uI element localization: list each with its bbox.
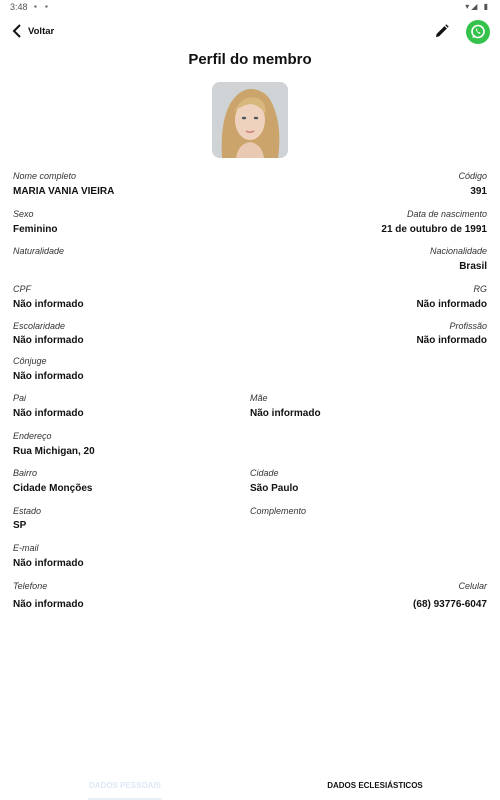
label-naturalidade: Naturalidade: [13, 246, 65, 256]
label-bairro: Bairro: [13, 468, 38, 478]
value-sexo: Feminino: [13, 224, 58, 235]
pencil-icon[interactable]: [434, 23, 450, 39]
label-email: E-mail: [13, 543, 39, 553]
system-icons: ▾◢ ▮: [465, 2, 490, 11]
label-profissao: Profissão: [449, 321, 487, 331]
tab-dados-eclesiasticos[interactable]: DADOS ECLESIÁSTICOS: [327, 780, 423, 790]
chevron-left-icon: [12, 24, 22, 38]
label-pai: Pai: [13, 393, 27, 403]
label-nacionalidade: Nacionalidade: [429, 246, 487, 256]
label-escolaridade: Escolaridade: [13, 321, 66, 331]
label-estado: Estado: [13, 506, 42, 516]
label-cpf: CPF: [13, 284, 31, 294]
value-estado: SP: [13, 520, 27, 531]
back-label: Voltar: [28, 25, 55, 37]
label-celular: Celular: [458, 581, 487, 591]
status-time: 3:48: [10, 2, 28, 12]
page-title: Perfil do membro: [188, 51, 312, 68]
value-mae: Não informado: [250, 408, 321, 419]
value-pai: Não informado: [13, 408, 84, 419]
value-codigo: 391: [470, 186, 487, 197]
status-bar: [0, 0, 500, 14]
value-cidade: São Paulo: [250, 483, 299, 494]
label-endereco: Endereço: [13, 431, 52, 441]
back-button[interactable]: [12, 24, 54, 38]
label-rg: RG: [473, 284, 487, 294]
avatar: [212, 82, 288, 158]
label-conjuge: Cônjuge: [13, 356, 47, 366]
value-telefone: Não informado: [13, 599, 84, 610]
value-bairro: Cidade Monções: [13, 483, 93, 494]
value-cpf: Não informado: [13, 299, 84, 310]
label-mae: Mãe: [250, 393, 268, 403]
value-rg: Não informado: [416, 299, 487, 310]
bottom-tabs: [0, 770, 500, 800]
notification-icons: ▪ ▪: [34, 2, 51, 11]
label-nome-completo: Nome completo: [13, 171, 77, 181]
value-conjuge: Não informado: [13, 371, 84, 382]
label-data-nascimento: Data de nascimento: [406, 209, 487, 219]
value-data-nascimento: 21 de outubro de 1991: [381, 224, 487, 235]
whatsapp-icon: [466, 20, 490, 44]
whatsapp-button[interactable]: [466, 20, 490, 44]
top-bar: [0, 16, 500, 50]
value-nome-completo: MARIA VANIA VIEIRA: [13, 186, 115, 197]
label-cidade: Cidade: [250, 468, 279, 478]
value-endereco: Rua Michigan, 20: [13, 446, 95, 457]
label-sexo: Sexo: [13, 209, 34, 219]
value-profissao: Não informado: [416, 335, 487, 346]
label-telefone: Telefone: [13, 581, 48, 591]
label-complemento: Complemento: [250, 506, 307, 516]
member-photo: [212, 82, 288, 158]
value-celular: (68) 93776-6047: [413, 599, 487, 610]
value-nacionalidade: Brasil: [459, 261, 487, 272]
value-email: Não informado: [13, 558, 84, 569]
tab-dados-pessoais[interactable]: DADOS PESSOAIS: [88, 780, 161, 790]
value-escolaridade: Não informado: [13, 335, 84, 346]
label-codigo: Código: [458, 171, 487, 181]
